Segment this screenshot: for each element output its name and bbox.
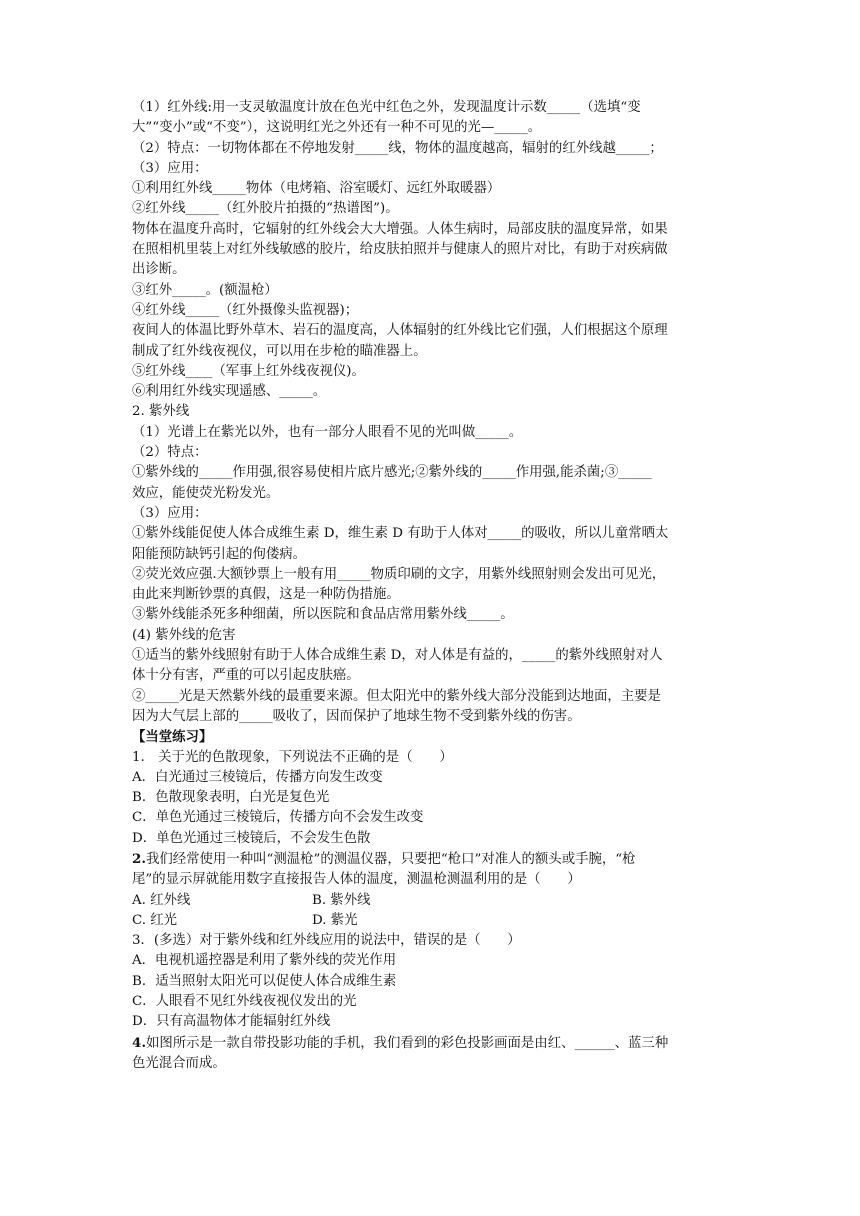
question-1-option-a: A．白光通过三棱镜后，传播方向发生改变	[132, 769, 383, 785]
question-2-stem-line2: 尾”的显示屏就能用数字直接报告人体的温度，测温枪测温利用的是（ ）	[132, 872, 581, 888]
question-2-options-row1	[132, 891, 732, 911]
text-line: 制成了红外线夜视仪，可以用在步枪的瞄准器上。	[132, 343, 427, 359]
question-3-option-c: C．人眼看不见红外线夜视仪发出的光	[132, 994, 357, 1010]
question-4-stem-line2: 色光混合而成。	[132, 1055, 226, 1071]
text-line: 物体在温度升高时，它辐射的红外线会大大增强。人体生病时，局部皮肤的温度异常，如果	[132, 221, 668, 237]
question-2-stem-text: 我们经常使用一种叫“测温枪”的测温仪器，只要把“枪口”对准人的额头或手腕，“枪	[145, 851, 636, 867]
text-line: ②_____光是天然紫外线的最重要来源。但太阳光中的紫外线大部分没能到达地面，主要是	[132, 688, 661, 704]
question-1	[132, 748, 732, 849]
question-2-option-c: C. 红光	[132, 912, 178, 928]
text-line: （2）特点：	[132, 445, 208, 461]
question-1-option-d: D．单色光通过三棱镜后，不会发生色散	[132, 830, 371, 846]
text-line: ①紫外线能促使人体合成维生素 D，维生素 D 有助于人体对_____的吸收，所以儿童常晒太	[132, 526, 669, 542]
text-line: （1）红外线:用一支灵敏温度计放在色光中红色之外，发现温度计示数_____（选填“变	[132, 100, 641, 115]
text-line: 大”“变小”或“不变”），这说明红光之外还有一种不可见的光—_____。	[132, 120, 542, 136]
text-line: 在照相机里装上对红外线敏感的胶片，给皮肤拍照并与健康人的照片对比，有助于对疾病做	[132, 242, 668, 258]
question-2-number: 2.	[132, 850, 146, 867]
question-1-option-b: B．色散现象表明，白光是复色光	[132, 790, 330, 806]
question-2-option-d: D. 紫光	[312, 912, 358, 928]
text-line: （2）特点：一切物体都在不停地发射_____线，物体的温度越高，辐射的红外线越_____；	[132, 140, 663, 156]
text-line: ③紫外线能杀死多种细菌，所以医院和食品店常用紫外线_____。	[132, 607, 514, 623]
question-2-options-row2	[132, 911, 732, 931]
text-line: ①利用红外线_____物体（电烤箱、浴室暖灯、远红外取暖器）	[132, 181, 501, 197]
text-line: ③红外_____。(额温枪）	[132, 282, 278, 298]
document-page	[132, 98, 732, 1074]
text-line: 出诊断。	[132, 262, 186, 278]
text-line: ⑥利用红外线实现遥感、_____。	[132, 384, 327, 400]
text-line: ⑤红外线____（军事上红外线夜视仪)。	[132, 363, 365, 379]
question-3	[132, 931, 732, 1032]
text-line: ①紫外线的_____作用强,很容易使相片底片感光;②紫外线的_____作用强,能杀菌;③_____	[132, 465, 652, 481]
question-3-option-a: A．电视机遥控器是利用了紫外线的荧光作用	[132, 953, 397, 969]
question-4-stem-line1	[132, 1033, 732, 1054]
question-2-stem-line1	[132, 849, 732, 870]
text-line: （3）应用：	[132, 505, 208, 521]
question-4-stem-text: 如图所示是一款自带投影功能的手机，我们看到的彩色投影画面是由红、______、蓝三种	[145, 1035, 669, 1051]
question-3-option-b: B．适当照射太阳光可以促使人体合成维生素	[132, 973, 397, 989]
question-2-option-b: B. 紫外线	[312, 892, 371, 908]
text-line: 由此来判断钞票的真假，这是一种防伪措施。	[132, 587, 400, 603]
text-line: （3）应用：	[132, 160, 208, 176]
text-line: 2. 紫外线	[132, 404, 190, 420]
question-3-option-d: D．只有高温物体才能辐射红外线	[132, 1014, 331, 1030]
text-line: （1）光谱上在紫光以外，也有一部分人眼看不见的光叫做_____。	[132, 424, 523, 440]
question-4	[132, 1033, 732, 1075]
text-line: 夜间人的体温比野外草木、岩石的温度高，人体辐射的红外线比它们强，人们根据这个原理	[132, 323, 668, 339]
section-title: 【当堂练习】	[132, 729, 213, 746]
question-1-stem: 1. 关于光的色散现象，下列说法不正确的是（ ）	[132, 749, 453, 765]
question-4-number: 4.	[132, 1034, 146, 1051]
text-line: 因为大气层上部的_____吸收了，因而保护了地球生物不受到紫外线的伤害。	[132, 708, 581, 724]
question-3-stem: 3．(多选）对于紫外线和红外线应用的说法中，错误的是（ ）	[132, 933, 521, 949]
text-line: 阳能预防缺钙引起的佝偻病。	[132, 546, 307, 562]
text-line: ②红外线_____（红外胶片拍摄的“热谱图”)。	[132, 201, 399, 217]
question-2	[132, 849, 732, 931]
text-line: ①适当的紫外线照射有助于人体合成维生素 D，对人体是有益的，_____的紫外线照射对人	[132, 648, 663, 664]
text-line: (4) 紫外线的危害	[132, 627, 236, 643]
text-line: ④红外线_____（红外摄像头监视器)；	[132, 302, 359, 318]
question-2-option-a: A. 红外线	[132, 892, 191, 908]
notes-section	[132, 98, 732, 727]
question-1-option-c: C．单色光通过三棱镜后，传播方向不会发生改变	[132, 810, 424, 826]
text-line: 效应，能使荧光粉发光。	[132, 485, 280, 501]
text-line: ②荧光效应强.大额钞票上一般有用_____物质印刷的文字，用紫外线照射则会发出可见光，	[132, 566, 666, 582]
text-line: 体十分有害，严重的可以引起皮肤癌。	[132, 668, 360, 684]
